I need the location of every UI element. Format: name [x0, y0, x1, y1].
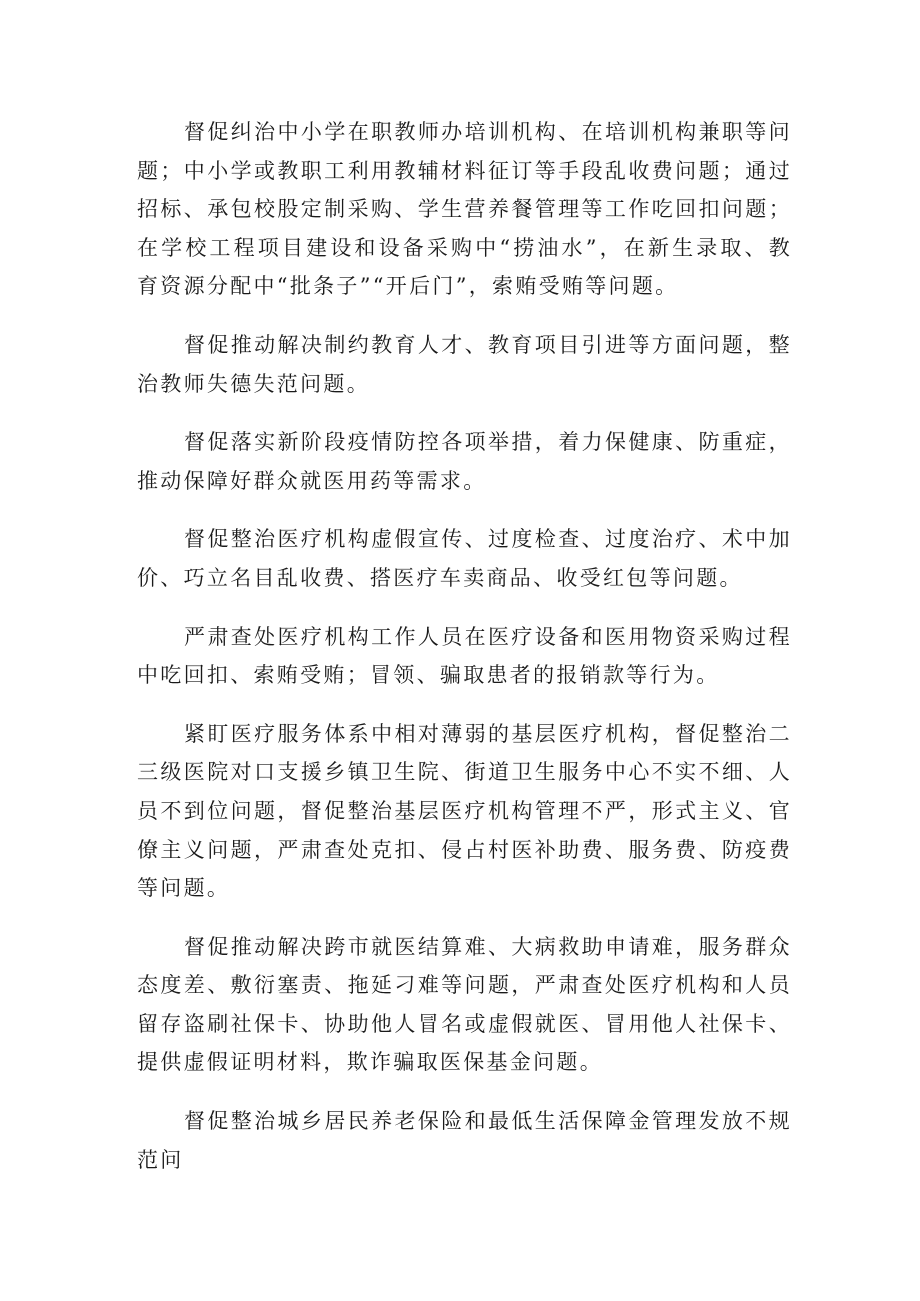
paragraph-3: 督促落实新阶段疫情防控各项举措，着力保健康、防重症，推动保障好群众就医用药等需求。	[137, 430, 792, 493]
paragraph-8: 督促整治城乡居民养老保险和最低生活保障金管理发放不规范问	[137, 1109, 792, 1172]
paragraph-4: 督促整治医疗机构虚假宣传、过度检查、过度治疗、术中加价、巧立名目乱收费、搭医疗车卖商品、收受红包等问题。	[137, 527, 792, 590]
paragraph-2: 督促推动解决制约教育人才、教育项目引进等方面问题，整治教师失德失范问题。	[137, 332, 792, 396]
paragraph-7: 督促推动解决跨市就医结算难、大病救助申请难，服务群众态度差、敷衍塞责、拖延刁难等问题，严肃查处医疗机构和人员留存盗刷社保卡、协助他人冒名或虚假就医、冒用他人社保卡、提供虚假证明材料，欺诈骗取医保基金问题。	[137, 934, 792, 1075]
paragraph-6: 紧盯医疗服务体系中相对薄弱的基层医疗机构，督促整治二三级医院对口支援乡镇卫生院、街道卫生服务中心不实不细、人员不到位问题，督促整治基层医疗机构管理不严，形式主义、官僚主义问题，严肃查处克扣、侵占村医补助费、服务费、防疫费等问题。	[137, 721, 792, 901]
paragraph-5: 严肃查处医疗机构工作人员在医疗设备和医用物资采购过程中吃回扣、索贿受贿；冒领、骗取患者的报销款等行为。	[137, 624, 792, 688]
paragraph-1: 督促纠治中小学在职教师办培训机构、在培训机构兼职等问题；中小学或教职工利用教辅材料征订等手段乱收费问题；通过招标、承包校股定制采购、学生营养餐管理等工作吃回扣问题；在学校工程项目建设和设备采购中“捞油水”，在新生录取、教育资源分配中“批条子”“开后门”，索贿受贿等问题。	[137, 120, 792, 299]
document-body	[137, 113, 792, 1199]
